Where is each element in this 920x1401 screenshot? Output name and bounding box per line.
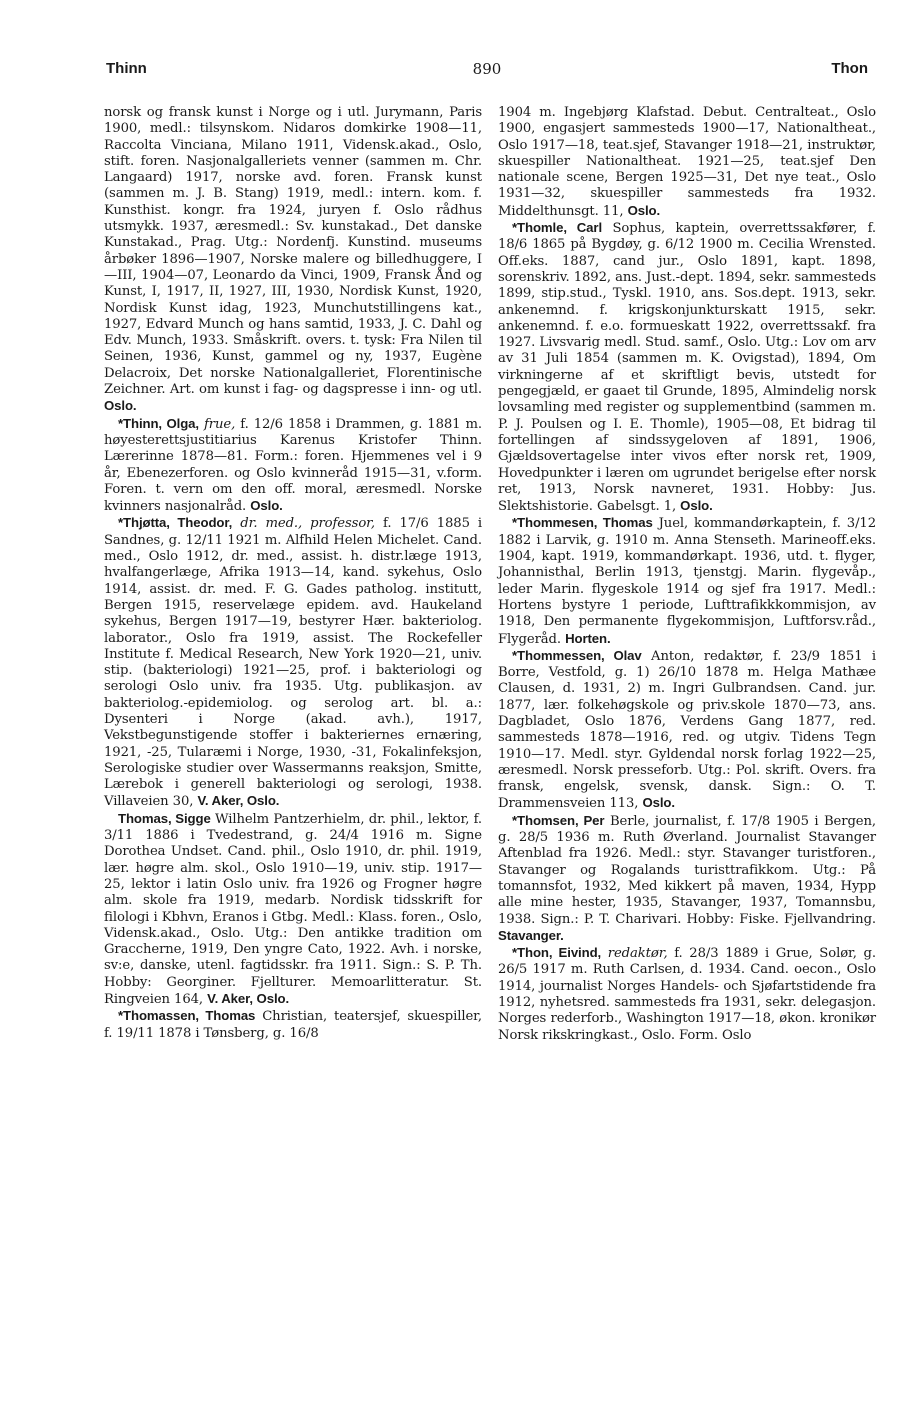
entry-continuation: 1904 m. Ingebjørg Klafstad. Debut. Centralteat., Oslo 1900, engasjert sammesteds 1900—17, Nationaltheat., Oslo 1917—18, teat.sjef, Stavanger 1918—21, instruktør, skuespiller Nationaltheat. 1921—25, teat.sjef Den nationale scene, Bergen 1925—31, Det nye teat., Oslo 1931—32, skuespiller sammesteds fra 1932. Middelthunsgt. 11, Oslo. [498,105,876,219]
entry-name: *Thommesen, Thomas [512,515,653,531]
entry-city: Oslo. [250,498,283,514]
entry-title: frue, [204,416,236,432]
page-header [106,60,868,86]
page-number: 890 [472,60,502,78]
entry-city: Oslo. [680,498,713,514]
entry-thomle-carl: *Thomle, Carl Sophus, kaptein, overrettssakfører, f. 18/6 1865 på Bygdøy, g. 6/12 1900 m. Cecilia Wrensted. Off.eks. 1887, cand jur., Oslo 1891, kapt. 1898, sorenskriv. 1892, ans. Just.-dept. 1894, sekr. sammesteds 1899, stip.stud., Tyskl. 1910, ans. Sos.dept. 1913, sekr. ankenemnd. f. krigskonjunkturskatt 1915, sekr. ankenemnd. f. e.o. formueskatt 1922, overrettssakf. fra 1927. Livsvarig medl. Stud. samf., Oslo. Utg.: Lov om arv av 31 Juli 1854 (sammen m. K. Ovigstad), 1894, Om virkningerne af et skriftligt bevis, utstedt for pengegjæld, er gaaet til Grunde, 1895, Almindelig norsk lovsamling med register og supplementbind (sammen m. P. J. Poulsen og I. E. Thomle), 1905—08, Et bidrag til fortellingen af sindssygeloven af 1891, 1906, Gjældsovertagelse inter vivos efter norsk ret, 1909, Hovedpunkter i læren om ugrundet berigelse efter norsk ret, 1913, Norsk navneret, 1931. Hobby: Jus. Slektshistorie. Gabelsgt. 1, Oslo. [498,220,876,515]
entry-thinn-olga: *Thinn, Olga, frue, f. 12/6 1858 i Drammen, g. 1881 m. høyesterettsjustitiarius Karenus Kristofer Thinn. Lærerinne 1878—81. Form.: foren. Hjemmenes vel i 9 år, Ebenezerforen. og Oslo kvinneråd 1915—31, v.form. Foren. t. vern om den off. moral, æresmedl. Norske kvinners nasjonalråd. Oslo. [104,415,482,515]
entry-city: Stavanger. [498,927,564,943]
entry-name: *Thomsen, Per [512,812,605,828]
entry-city: Oslo. [642,795,675,811]
entry-title: redaktør, [607,946,668,962]
entry-thomassen-thomas: *Thomassen, Thomas Christian, teatersjef, skuespiller, f. 19/11 1878 i Tønsberg, g. 16/8 [104,1008,482,1041]
entry-thjotta-theodor: *Thjøtta, Theodor, dr. med., professor, f. 17/6 1885 i Sandnes, g. 12/11 1921 m. Alfhild Helen Michelet. Cand. med., Oslo 1912, dr. med., assist. h. distr.læge 1913, hvalfangerlæge, Afrika 1913—14, kand. sykehus, Oslo 1914, assist. dr. med. F. G. Gades patholog. institutt, Bergen 1915, reservelæge epidem. avd. Haukeland sykehus, Bergen 1917—19, bestyrer Hær. bakteriolog. laborator., Oslo fra 1919, assist. The Rockefeller Institute f. Medical Research, New York 1920—21, univ. stip. (bakteriologi) 1921—25, prof. i bakteriologi og serologi Oslo univ. fra 1935. Utg. publikasjon. av bakteriolog.-epidemiolog. og serolog art. bl. a.: Dysenteri i Norge (akad. avh.), 1917, Vekstbegunstigende stoffer i bakteriernes ernæring, 1921, -25, Tularæmi i Norge, 1930, -31, Fokalinfeksjon, Serologiske studier over Wassermanns reaksjon, Smitte, Lærebok i generell bakteriologi og serologi, 1938. Villaveien 30, V. Aker, Oslo. [104,515,483,810]
entry-name: *Thommessen, Olav [512,647,642,663]
entry-city: Oslo. [627,202,661,218]
entry-title: dr. med., professor, [240,516,376,532]
entry-name: *Thinn, Olga, [118,415,199,431]
header-right-word: Thon [831,60,868,77]
entry-name: *Thon, Eivind, [512,945,602,961]
entry-thommesen-thomas: *Thommesen, Thomas Juel, kommandørkaptein, f. 3/12 1882 i Larvik, g. 1910 m. Anna Stenseth. Marineoff.eks. 1904, kapt. 1919, kommandørkapt. 1936, utd. t. flyger, Johannisthal, Berlin 1913, tjenstgj. Marin. flygevåp., leder Marin. flygeskole 1914 og sjef fra 1917. Medl.: Hortens bystyre 1 periode, Lufttrafikkkommisjon, av 1918, Den permanente flygekommisjon, Luftforsv.råd., Flygeråd. Horten. [498,515,876,647]
entry-city: Oslo. [104,398,137,414]
entry-thommessen-olav: *Thommessen, Olav Anton, redaktør, f. 23/9 1851 i Borre, Vestfold, g. 1) 26/10 1878 m. Helga Mathæe Clausen, d. 1931, 2) m. Ingri Gulbrandsen. Cand. jur. 1877, lær. folkehøgskole og priv.skole 1870—73, ans. Dagbladet, Oslo 1876, Verdens Gang 1877, red. sammesteds 1878—1916, red. og utgiv. Tidens Tegn 1910—17. Medl. styr. Gyldendal norsk forlag 1922—25, æresmedl. Norsk presseforb. Utg.: Pol. skrift. Overs. fra fransk, engelsk, svensk, dansk. Sign.: O. T. Drammensveien 113, Oslo. [498,647,876,812]
entry-city: V. Aker, Oslo. [197,793,280,809]
entry-name: *Thjøtta, Theodor, [118,515,233,531]
entry-thomsen-per: *Thomsen, Per Berle, journalist, f. 17/8 1905 i Bergen, g. 28/5 1936 m. Ruth Øverland. Journalist Stavanger Aftenblad fra 1926. Medl.: styr. Stavanger turistforen., Stavanger og Rogalands turisttrafikkom. Utg.: På tomannsfot, 1932, Med kikkert på maven, 1934, Hypp alle mine hester, 1935, Stavanger, 1937, Tomannsbu, 1938. Sign.: P. T. Charivari. Hobby: Fiske. Fjellvandring. Stavanger. [498,812,876,943]
right-column [498,105,876,1044]
entry-name: *Thomassen, Thomas [118,1008,256,1024]
entry-continuation: norsk og fransk kunst i Norge og i utl. Jurymann, Paris 1900, medl.: tilsynskom. Nidaros domkirke 1908—11, Raccolta Vinciana, Milano 1911, Vidensk.akad., Oslo, stift. foren. Nasjonalgalleriets venner (sammen m. Chr. Langaard) 1917, norske avd. foren. Fransk kunst (sammen m. J. B. Stang) 1919, medl.: intern. kom. f. Kunsthist. kongr. fra 1924, juryen f. Oslo rådhus utsmykk. 1937, æresmedl.: Sv. kunstakad., Det danske Kunstakad., Prag. Utg.: Nordenfj. Kunstind. museums årbøker 1896—1907, Norske malere og billedhuggere, I—III, 1904—07, Leonardo da Vinci, 1909, Fransk Ånd og Kunst, I, 1917, II, 1927, III, 1930, Nordisk Kunst, 1920, Nordisk Kunst idag, 1923, Munchutstillingens kat., 1927, Edvard Munch og hans samtid, 1933, J. C. Dahl og Edv. Munch, 1933. Småskrift. overs. t. tysk: Fra Nilen til Seinen, 1936, Kunst, gammel og ny, 1937, Eugène Delacroix, Det norske Nationalgalleriet, Florentinische Zeichner. Art. om kunst i fag- og dagspresse i inn- og utl. Oslo. [104,105,482,414]
entry-name: Thomas, Sigge [118,810,211,826]
header-left-word: Thinn [106,60,147,77]
left-column [104,105,482,1042]
entry-thon-eivind: *Thon, Eivind, redaktør, f. 28/3 1889 i Grue, Solør, g. 26/5 1917 m. Ruth Carlsen, d. 1934. Cand. oecon., Oslo 1914, journalist Norges Handels- och Sjøfartstidende fra 1912, nyhetsred. sammesteds fra 1931, sekr. delegasjon. Norges rederforb., Washington 1917—18, økon. kronikør Norsk rikskringkast., Oslo. Form. Oslo [498,945,876,1043]
entry-city: V. Aker, Oslo. [207,991,290,1007]
entry-city: Horten. [565,630,611,646]
entry-name: *Thomle, Carl [512,220,603,236]
entry-thomas-sigge: Thomas, Sigge Wilhelm Pantzerhielm, dr. phil., lektor, f. 3/11 1886 i Tvedestrand, g. 24/4 1916 m. Signe Dorothea Undset. Cand. phil., Oslo 1910, dr. phil. 1919, lær. høgre alm. skol., Oslo 1910—19, univ. stip. 1917—25, lektor i latin Oslo univ. fra 1926 og Frogner høgre alm. skole fra 1919, medarb. Nordisk tidsskrift for filologi i Kbhvn, Eranos i Gtbg. Medl.: Klass. foren., Oslo, Vidensk.akad., Oslo. Utg.: Den antikke tradition om Graccherne, 1919, Den yngre Cato, 1922. Avh. i norske, sv:e, danske, utenl. fagtidsskr. fra 1911. Sign.: S. P. Th. Hobby: Georginer. Fjellturer. Memoarlitteratur. St. Ringveien 164, V. Aker, Oslo. [104,810,482,1008]
